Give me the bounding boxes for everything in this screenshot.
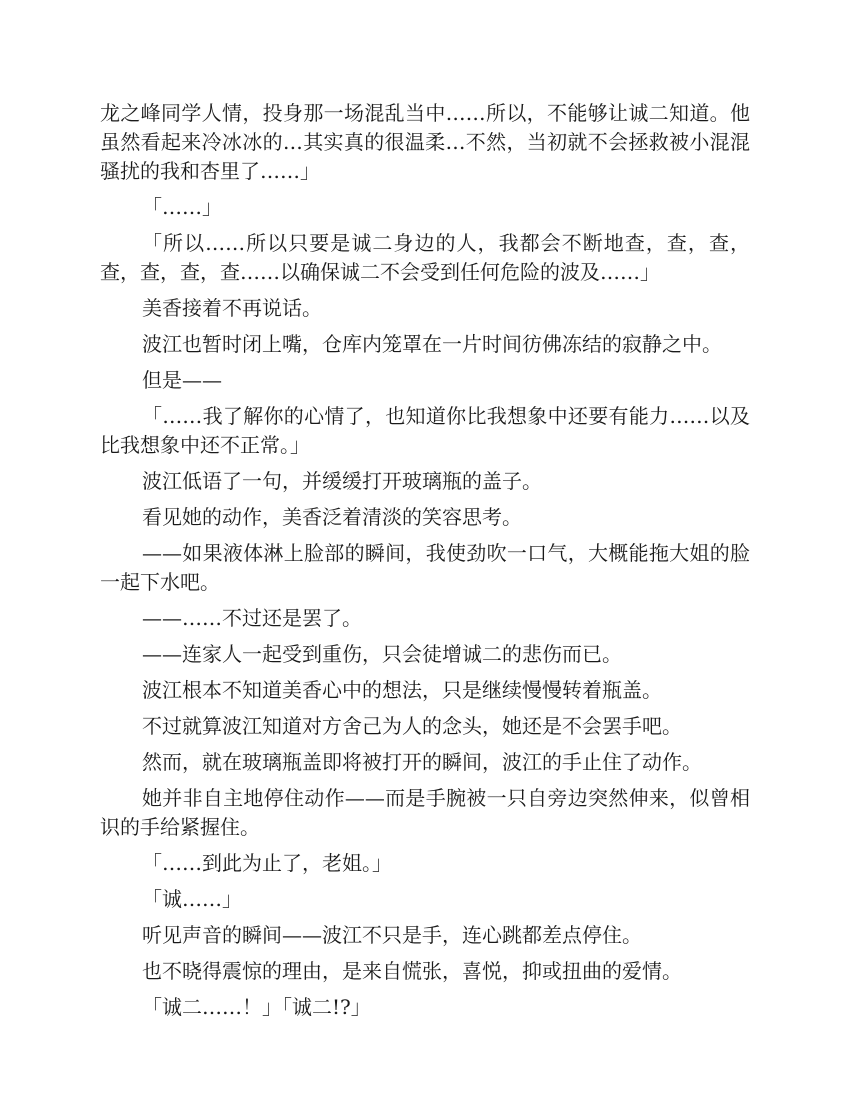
paragraph: 不过就算波江知道对方舍己为人的念头，她还是不会罢手吧。: [142, 714, 682, 738]
document-page: [100, 99, 750, 1029]
paragraph: 「……」: [142, 195, 222, 219]
paragraph: 看见她的动作，美香泛着清淡的笑容思考。: [142, 505, 522, 529]
paragraph: 波江根本不知道美香心中的想法，只是继续慢慢转着瓶盖。: [142, 678, 662, 702]
paragraph: 「诚……」: [142, 887, 242, 911]
paragraph: 她并非自主地停住动作——而是手腕被一只自旁边突然伸来，似曾相识的手给紧握住。: [100, 786, 750, 839]
paragraph: 也不晓得震惊的理由，是来自慌张，喜悦，抑或扭曲的爱情。: [142, 959, 682, 983]
paragraph: 「……到此为止了，老姐。」: [142, 851, 392, 875]
paragraph: 「所以……所以只要是诚二身边的人，我都会不断地查，查，查，查，查，查，查……以确保诚二不会受到任何危险的波及……」: [100, 231, 750, 284]
paragraph: 听见声音的瞬间——波江不只是手，连心跳都差点停住。: [142, 923, 642, 947]
paragraph: 「……我了解你的心情了，也知道你比我想象中还要有能力……以及比我想象中还不正常。」: [100, 404, 750, 457]
paragraph: ——连家人一起受到重伤，只会徒增诚二的悲伤而已。: [142, 642, 622, 666]
paragraph: 但是——: [142, 368, 222, 392]
paragraph: 然而，就在玻璃瓶盖即将被打开的瞬间，波江的手止住了动作。: [142, 750, 702, 774]
paragraph: ——如果液体淋上脸部的瞬间，我使劲吹一口气，大概能拖大姐的脸一起下水吧。: [100, 541, 750, 594]
paragraph: 龙之峰同学人情，投身那一场混乱当中……所以，不能够让诚二知道。他虽然看起来冷冰冰的…其实真的很温柔…不然，当初就不会拯救被小混混骚扰的我和杏里了……」: [100, 101, 750, 183]
paragraph: 波江低语了一句，并缓缓打开玻璃瓶的盖子。: [142, 469, 542, 493]
paragraph: ——……不过还是罢了。: [142, 606, 362, 630]
paragraph: 「诚二……！」「诚二!?」: [142, 995, 371, 1019]
paragraph: 美香接着不再说话。: [142, 296, 322, 320]
paragraph: 波江也暂时闭上嘴，仓库内笼罩在一片时间彷佛冻结的寂静之中。: [142, 332, 722, 356]
